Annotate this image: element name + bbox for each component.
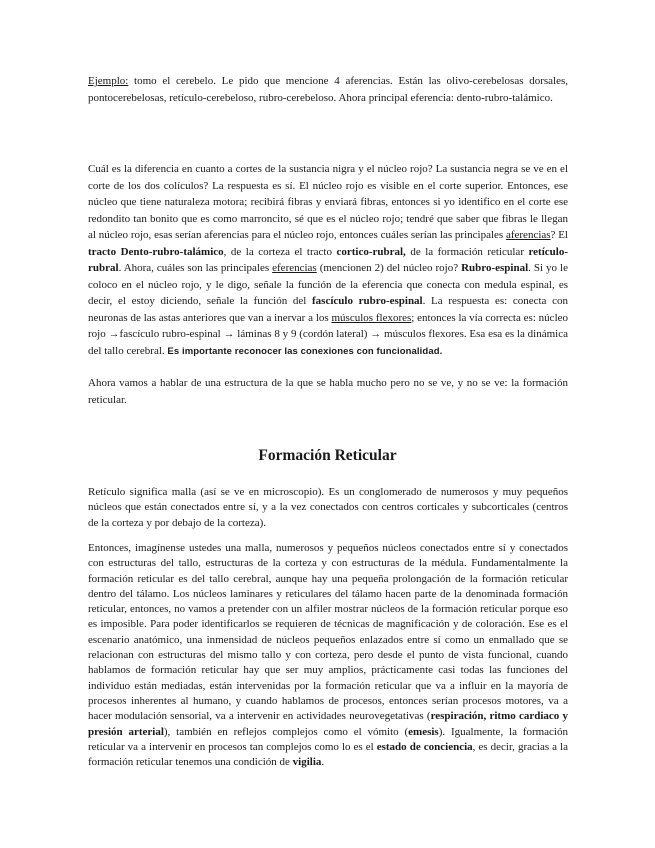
term-emesis: emesis bbox=[408, 725, 439, 738]
text-run: . La respuesta es: conecta con neuronas de las astas anteriores que van a inervar a los bbox=[88, 295, 569, 324]
text-run: ). Igualmente, la formación reticular va a intervenir en procesos tan complejos como lo es el bbox=[88, 725, 568, 753]
text-run: de la formación reticular bbox=[405, 245, 529, 258]
term-aferencias: aferencias bbox=[505, 229, 551, 241]
text-run: ; entonces la vía correcta es: núcleo rojo →fascículo rubro-espinal → láminas 8 y 9 (cordón lateral) → músculos flexores. Esa esa es la dinámica del tallo cerebral. bbox=[88, 311, 569, 357]
example-paragraph bbox=[88, 73, 568, 106]
text-run: Entonces, imagínense ustedes una malla, numerosos y pequeños núcleos conectados entre sí y conectados con estructuras del tallo, estructuras de la corteza y con estructuras de la médula. Fundamentalmente la formación reticular es del tallo cerebral, aunque hay una pequeña prolongación de la formación reticular dentro del tálamo. Los núcleos laminares y reticulares del tálamo hacen parte de la denominada formación reticular, entonces, no vamos a pretender con un alfiler mostrar núcleos de la formación reticular porque eso es imposible. Para poder identificarlos se requieren de técnicas de magnificación y de coloración. Ese es el escenario anatómico, una inmensidad de núcleos pequeños enlazados entre sí como un enmallado que se relacionan con estructuras del mismo tallo y con corteza, pero desde el punto de vista funcional, cuando hablamos de formación reticular hay que ser muy amplios, prácticamente casi todas las funciones del individuo están mediadas, están intervenidas por la formación reticular que va a influir en la mayoría de procesos inherentes al humano, y cuando hablamos de procesos, entonces serían procesos motores, va a hacer modulación sensorial, va a intervenir en actividades neurovegetativas ( bbox=[88, 542, 568, 723]
text-run: . Si yo le coloco en el núcleo rojo, y le digo, señale la función de la eferencia que conecta con medula espinal, es decir, el estoy diciendo, señale la función del bbox=[88, 262, 568, 307]
term-eferencias: eferencias bbox=[272, 262, 317, 274]
text-run: , es decir, gracias a la formación reticular tenemos una condición de bbox=[88, 740, 568, 769]
text-run: , de la corteza el tracto bbox=[223, 245, 337, 258]
term-fasciculo-rubro-espinal: fascículo rubro-espinal bbox=[312, 295, 423, 307]
term-estado-de-conciencia: estado de conciencia bbox=[376, 740, 473, 753]
term-dento-rubro-talamico: tracto Dento-rubro-talámico bbox=[88, 245, 224, 258]
example-text: tomo el cerebelo. Le pido que mencione 4 aferencias. Están las olivo-cerebelosas dorsales, pontocerebelosas, retículo-cerebeloso, rubro-cerebeloso. Ahora principal eferencia: dento-rubro-talámico. bbox=[88, 75, 568, 104]
term-neurovegetative-functions: respiración, ritmo cardiaco y presión arterial bbox=[88, 710, 569, 738]
example-label: Ejemplo: bbox=[88, 75, 129, 87]
reticular-formation-paragraph bbox=[88, 541, 568, 770]
term-musculos-flexores: músculos flexores bbox=[331, 311, 412, 324]
term-cortico-rubral: cortico-rubral, bbox=[336, 245, 406, 258]
text-run: (mencionen 2) del núcleo rojo? bbox=[316, 262, 462, 274]
term-vigilia: vigilia bbox=[292, 756, 322, 769]
term-reticulo-rubral: retículo-rubral bbox=[88, 245, 568, 274]
emphasis-note: Es importante reconocer las conexiones con funcionalidad. bbox=[167, 345, 443, 357]
text-run: ), también en reflejos complejos como el vómito ( bbox=[163, 725, 409, 738]
definition-paragraph: Retículo significa malla (así se ve en microscopio). Es un conglomerado de numerosos y muy pequeños núcleos que están conectados entre sí, y a la vez conectados con centros corticales y subcorticales (centros de la corteza y por debajo de la corteza). bbox=[88, 486, 568, 529]
red-nucleus-paragraph bbox=[88, 161, 568, 360]
term-rubro-espinal: Rubro-espinal bbox=[461, 262, 529, 274]
text-run: . Ahora, cuáles son las principales bbox=[118, 262, 273, 274]
text-run: ? El bbox=[550, 229, 568, 241]
section-title: Formación Reticular bbox=[258, 447, 397, 464]
text-run: . bbox=[321, 756, 325, 769]
text-run: Cuál es la diferencia en cuanto a cortes de la sustancia nigra y el núcleo rojo? La sustancia negra se ve en el corte de los dos colículos? La respuesta es sí. El núcleo rojo es visible en el corte superior. Entonces, ese núcleo que tiene naturaleza motora; recibirá fibras y enviará fibras, entonces si yo identifico en el corte ese redondito tan bonito que es como marroncito, sé que es el núcleo rojo; tendré que saber que fibras le llegan al núcleo rojo, esas serían aferencias para el núcleo rojo, entonces cuáles serían las principales bbox=[88, 163, 568, 241]
transition-paragraph: Ahora vamos a hablar de una estructura de la que se habla mucho pero no se ve, y no se ve: la formación reticular. bbox=[88, 377, 568, 406]
